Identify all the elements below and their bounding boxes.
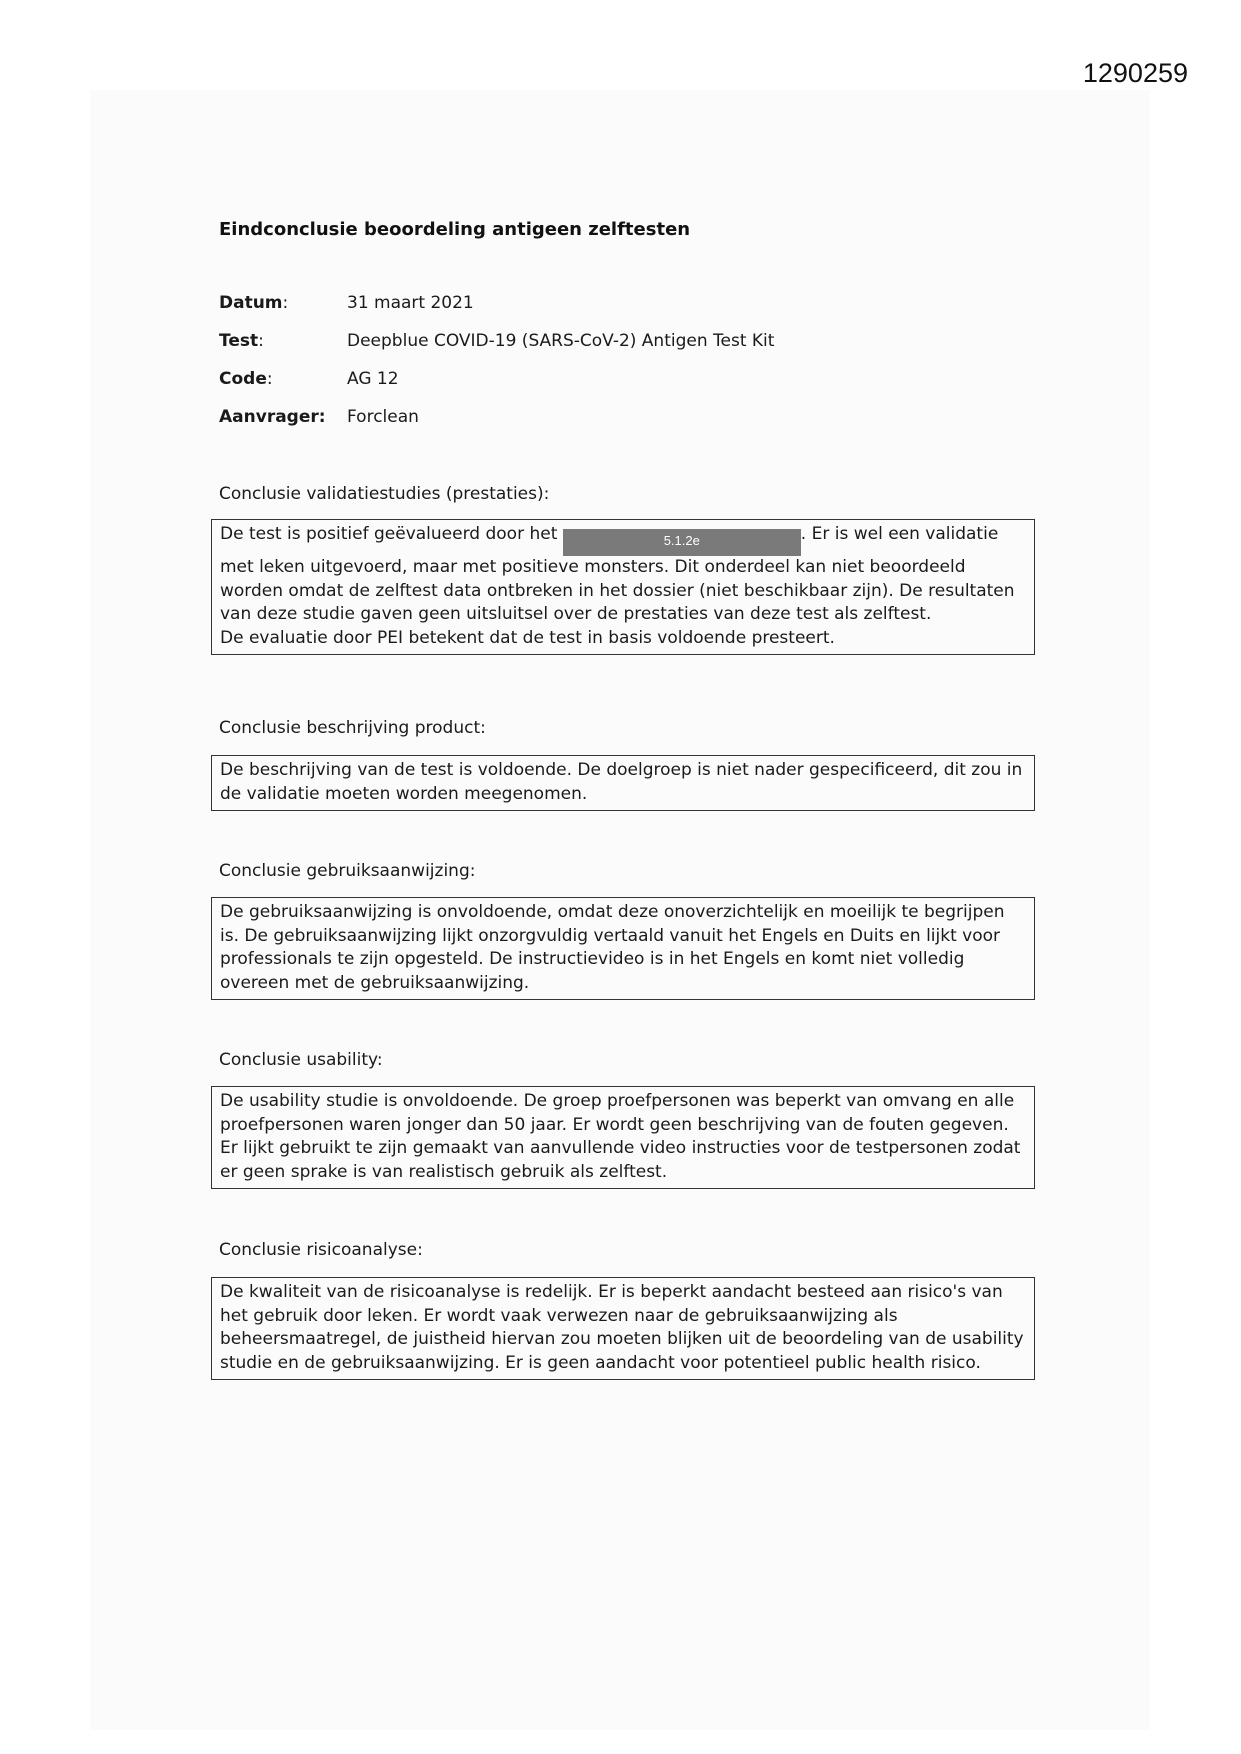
meta-value: Forclean [347, 407, 419, 427]
conclusion-box-usability [211, 1086, 1035, 1189]
conclusion-text: De usability studie is onvoldoende. De groep proefpersonen was beperkt van omvang en alle proefpersonen waren jonger dan 50 jaar. Er wordt geen beschrijving van de fouten gegeven. Er lijkt gebruikt te zijn gemaakt van aanvullende video instructies voor de testpersonen zodat er geen sprake is van realistisch gebruik als zelftest. [220, 1091, 1021, 1182]
conclusion-box-risicoanalyse [211, 1277, 1035, 1380]
conclusion-box-beschrijving [211, 755, 1035, 811]
section-heading-beschrijving: Conclusie beschrijving product: [219, 718, 486, 738]
meta-label: Code [219, 369, 267, 389]
section-heading-validatie: Conclusie validatiestudies (prestaties): [219, 484, 550, 504]
document-id: 1290259 [1082, 58, 1188, 88]
meta-label-suffix: : [266, 369, 273, 389]
meta-label: Aanvrager: [219, 407, 326, 427]
meta-row-aanvrager [219, 407, 774, 445]
meta-value: AG 12 [347, 369, 399, 389]
conclusion-text: . Er is wel een validatie met leken uitgevoerd, maar met positieve monsters. Dit onderdeel kan niet beoordeeld worden omdat de zelftest data ontbreken in het dossier (niet beschikbaar zijn). De resultaten van deze studie gaven geen uitsluitsel over de prestaties van deze test als zelftest. [220, 524, 1015, 624]
meta-row-code [219, 369, 774, 407]
section-heading-usability: Conclusie usability: [219, 1050, 383, 1070]
conclusion-box-gebruiksaanwijzing [211, 897, 1035, 1000]
meta-label: Test [219, 331, 259, 351]
conclusion-text: De test is positief geëvalueerd door het [220, 524, 563, 544]
conclusion-text: De kwaliteit van de risicoanalyse is redelijk. Er is beperkt aandacht besteed aan risico's van het gebruik door leken. Er wordt vaak verwezen naar de gebruiksaanwijzing als beheersmaatregel, de juistheid hiervan zou moeten blijken uit de beoordeling van de usability studie en de gebruiksaanwijzing. Er is geen aandacht voor potentieel public health risico. [220, 1282, 1024, 1373]
meta-label: Datum [219, 293, 283, 313]
meta-label-suffix: : [258, 331, 264, 351]
meta-label-suffix: : [282, 293, 289, 313]
conclusion-text: De beschrijving van de test is voldoende. De doelgroep is niet nader gespecificeerd, dit zou in de validatie moeten worden meegenomen. [220, 760, 1023, 804]
meta-value: 31 maart 2021 [347, 293, 474, 313]
conclusion-text: De gebruiksaanwijzing is onvoldoende, omdat deze onoverzichtelijk en moeilijk te begrijpen is. De gebruiksaanwijzing lijkt onzorgvuldig vertaald vanuit het Engels en Duits en lijkt voor professionals te zijn opgesteld. De instructievideo is in het Engels en komt niet volledig overeen met de gebruiksaanwijzing. [220, 902, 1005, 993]
meta-value: Deepblue COVID-19 (SARS-CoV-2) Antigen Test Kit [347, 331, 775, 351]
conclusion-text: De evaluatie door PEI betekent dat de test in basis voldoende presteert. [220, 627, 835, 648]
section-heading-risicoanalyse: Conclusie risicoanalyse: [219, 1240, 423, 1260]
conclusion-box-validatie [211, 519, 1035, 655]
meta-row-datum [219, 293, 774, 331]
metadata-table [219, 293, 774, 445]
document-title: Eindconclusie beoordeling antigeen zelftesten [219, 219, 691, 240]
redaction-block: 5.1.2e [563, 529, 801, 556]
section-heading-gebruiksaanwijzing: Conclusie gebruiksaanwijzing: [219, 861, 476, 881]
meta-row-test [219, 331, 774, 369]
